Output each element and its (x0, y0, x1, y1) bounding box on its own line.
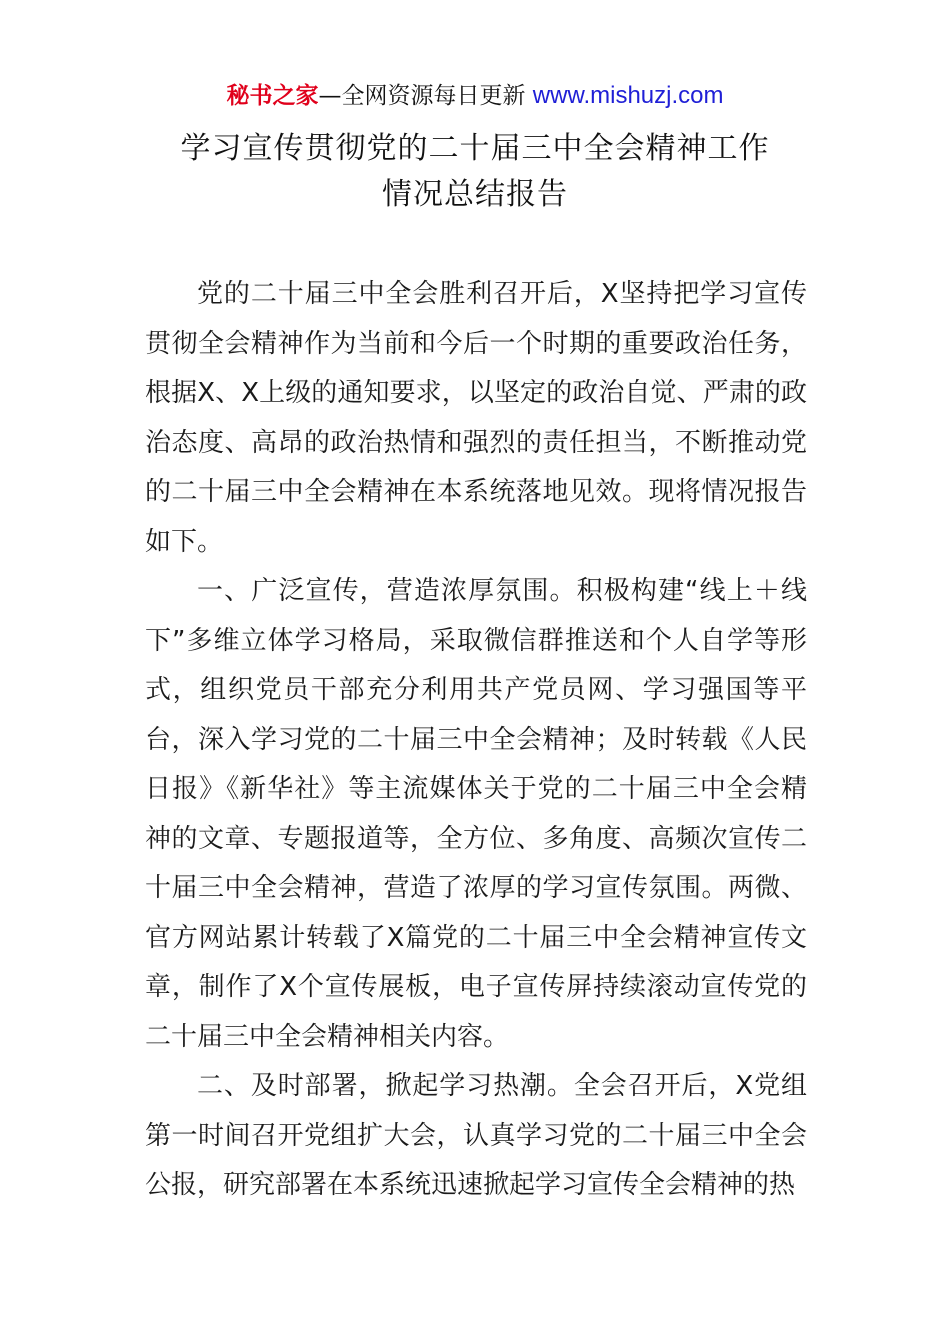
title-line-2: 情况总结报告 (382, 177, 568, 212)
paragraph-section-2: 二、及时部署，掀起学习热潮。全会召开后，X党组第一时间召开党组扩大会，认真学习党的二十届三中全会公报，研究部署在本系统迅速掀起学习宣传全会精神的热 (145, 1071, 807, 1200)
banner-tagline: —全网资源每日更新 (318, 83, 533, 109)
paragraph-intro: 党的二十届三中全会胜利召开后，X坚持把学习宣传贯彻全会精神作为当前和今后一个时期的重要政治任务，根据X、X上级的通知要求，以坚定的政治自觉、严肃的政治态度、高昂的政治热情和强烈的责任担当，不断推动党的二十届三中全会精神在本系统落地见效。现将情况报告如下。 (145, 279, 807, 557)
site-banner (0, 80, 950, 112)
title-line-1: 学习宣传贯彻党的二十届三中全会精神工作 (180, 131, 770, 166)
site-url-link[interactable]: www.mishuzj.com (532, 82, 724, 109)
paragraph-section-1: 一、广泛宣传，营造浓厚氛围。积极构建“线上＋线下”多维立体学习格局，采取微信群推送和个人自学等形式，组织党员干部充分利用共产党员网、学习强国等平台，深入学习党的二十届三中全会精神；及时转载《人民日报》《新华社》等主流媒体关于党的二十届三中全会精神的文章、专题报道等，全方位、多角度、高频次宣传二十届三中全会精神，营造了浓厚的学习宣传氛围。两微、官方网站累计转载了X篇党的二十届三中全会精神宣传文章，制作了X个宣传展板，电子宣传屏持续滚动宣传党的二十届三中全会精神相关内容。 (145, 576, 807, 1052)
brand-name: 秘书之家 (226, 83, 319, 109)
document-title (0, 126, 950, 218)
document-body (145, 270, 807, 1211)
